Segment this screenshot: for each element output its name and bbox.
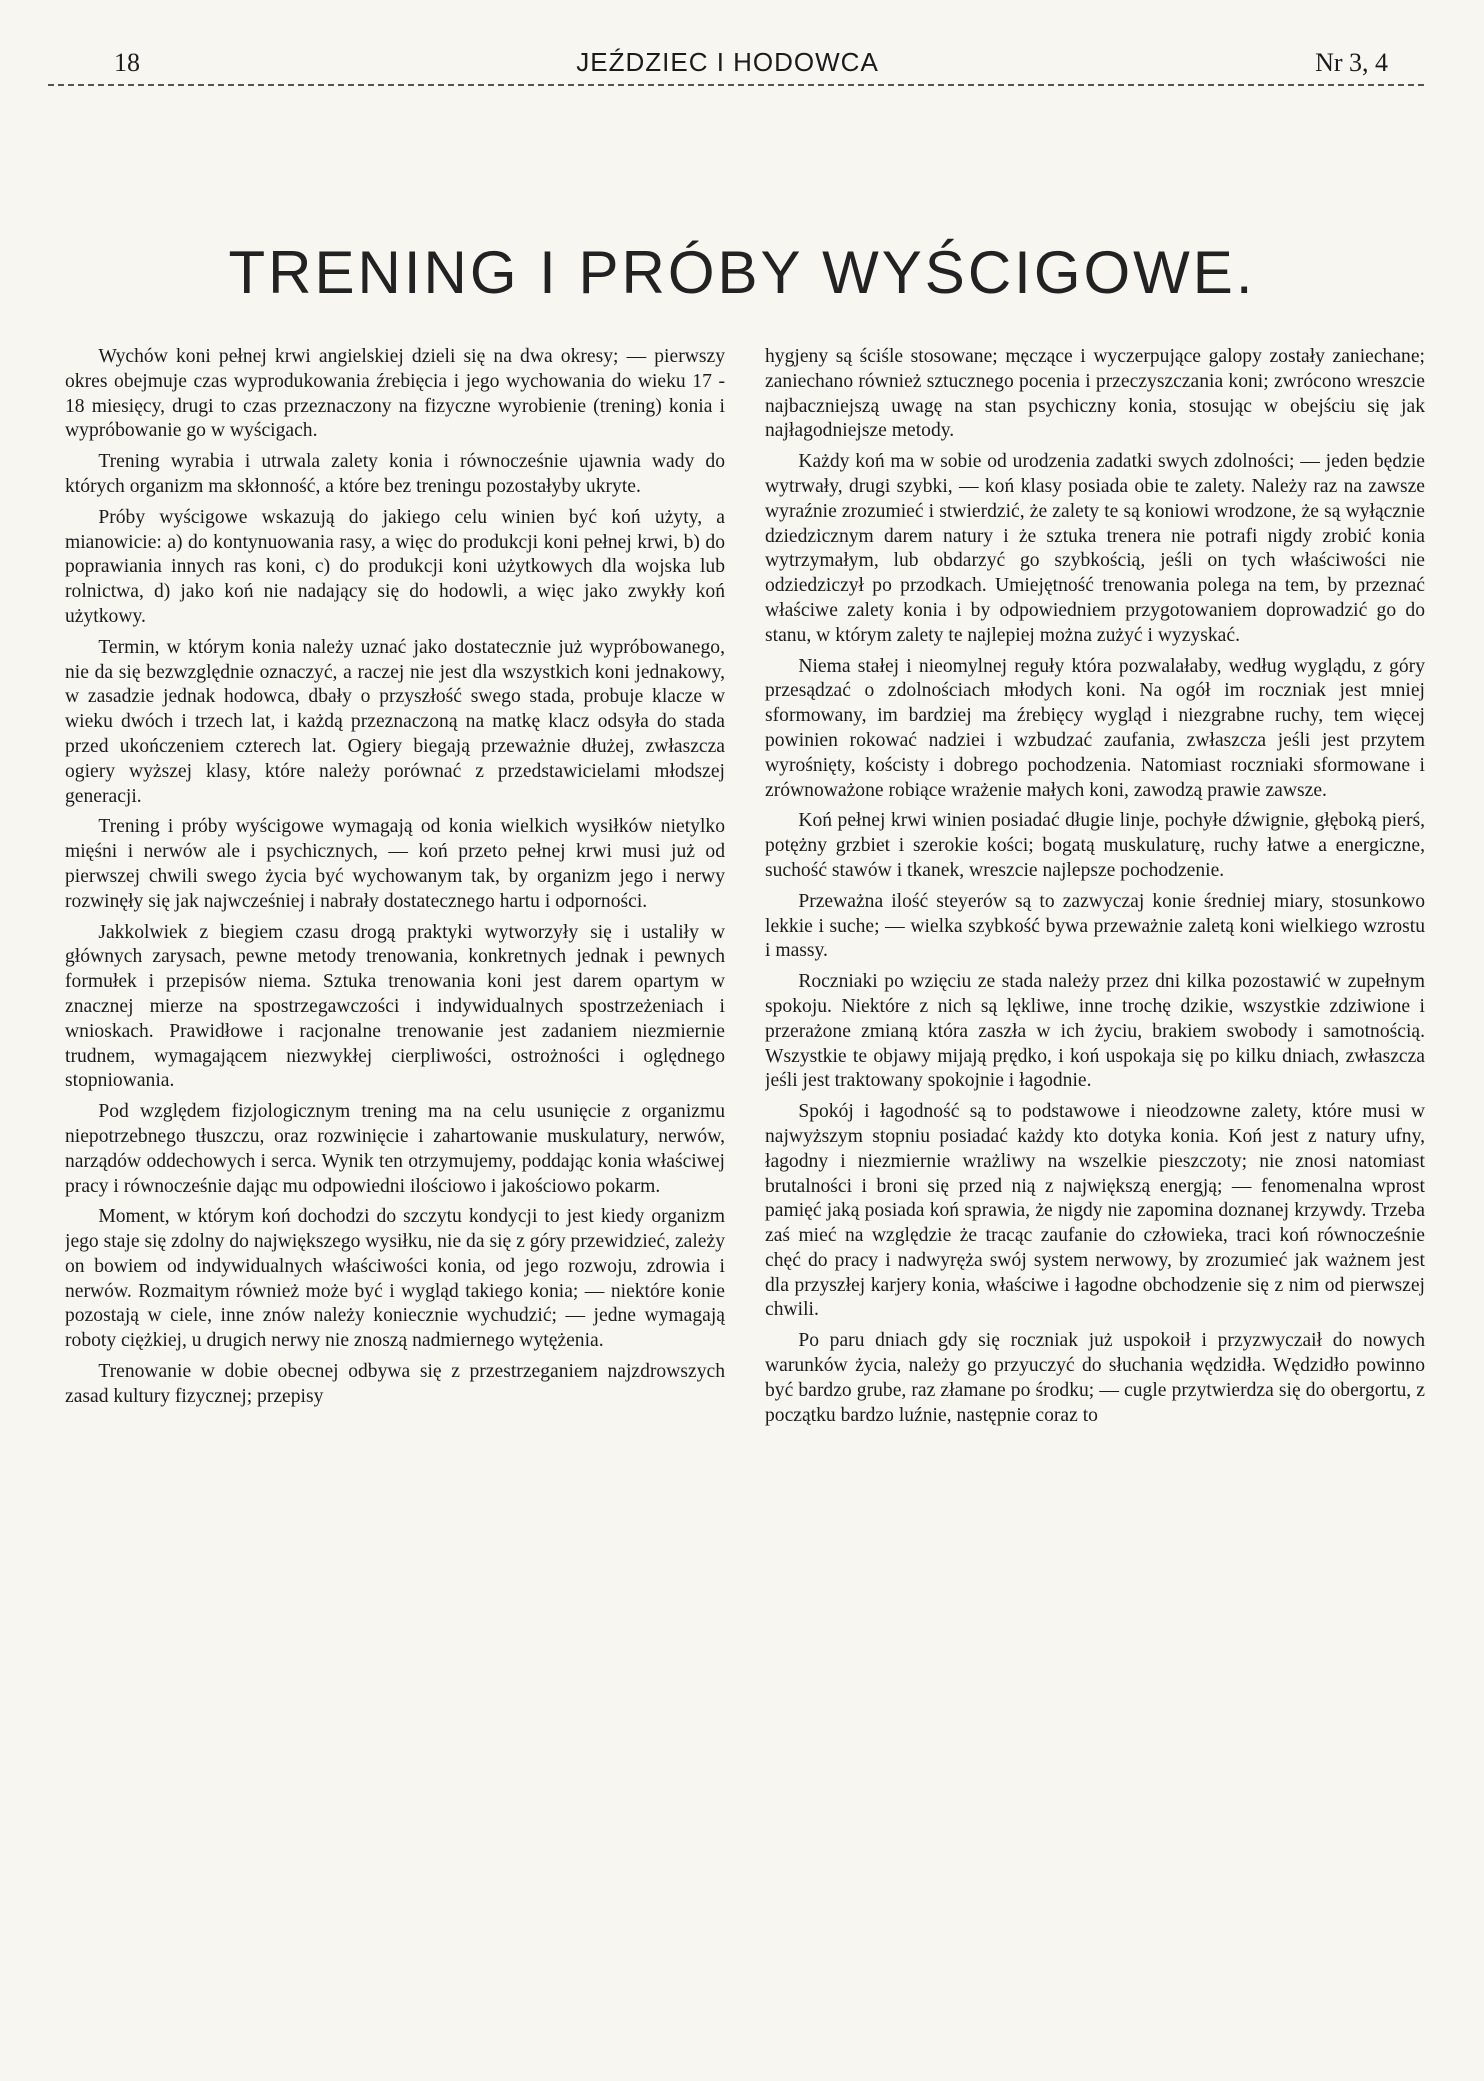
page-number: 18 [114, 48, 140, 77]
left-column [65, 345, 725, 2065]
paragraph: Trening wyrabia i utrwala zalety konia i równocześnie ujawnia wady do których organizm ma skłonność, a które bez treningu pozostałyby ukryte. [65, 451, 725, 497]
paragraph: Roczniaki po wzięciu ze stada należy przez dni kilka pozostawić w zupełnym spokoju. Niektóre z nich są lękliwe, inne trochę dzikie, wszystkie zdziwione i przerażone zmianą która zaszła w ich życiu, brakiem swobody i samotnością. Wszystkie te objawy mijają prędko, i koń uspokaja się po kilku dniach, zwłaszcza jeśli jest traktowany spokojnie i łagodnie. [765, 971, 1425, 1092]
paragraph: Termin, w którym konia należy uznać jako dostatecznie już wypróbowanego, nie da się bezwzględnie oznaczyć, a raczej nie jest dla wszystkich koni jednakowy, w zasadzie jednak hodowca, dbały o przyszłość swego stada, probuje klacze w wieku dwóch i trzech lat, i każdą przeznaczoną na matkę klacz odsyła do stada przed ukończeniem czterech lat. Ogiery biegają przeważnie dłużej, zwłaszcza ogiery wyższej klasy, które należy porównać z przedstawicielami młodszej generacji. [65, 636, 725, 807]
issue-number: Nr 3, 4 [1315, 48, 1388, 77]
paragraph: Trening i próby wyścigowe wymagają od konia wielkich wysiłków nietylko mięśni i nerwów ale i psychicznych, — koń przeto pełnej krwi musi już od pierwszej chwili swego życia być wychowanym tak, by organizm jego i nerwy rozwinęły się jak najwcześniej i nabrały dostatecznego hartu i odporności. [65, 816, 725, 912]
running-head [48, 34, 1424, 86]
paragraph: Moment, w którym koń dochodzi do szczytu kondycji to jest kiedy organizm jego staje się zdolny do największego wysiłku, nie da się z góry przewidzieć, zależy on bowiem od indywidualnych właściwości konia, od jego rozwoju, zdrowia i nerwów. Rozmaitym również może być i wygląd takiego konia; — niektóre konie pozostają w ciele, inne znów należy koniecznie wychudzić; — jedne wymagają roboty ciężkiej, u drugich nerwy nie znoszą nadmiernego wytężenia. [65, 1206, 725, 1352]
article-body [65, 345, 1425, 2065]
paragraph: Jakkolwiek z biegiem czasu drogą praktyki wytworzyły się i ustaliły w głównych zarysach, pewne metody trenowania, konkretnych jednak i pewnych formułek i przepisów niema. Sztuka trenowania koni jest darem opartym w znacznej mierze na spostrzegawczości i indywidualnych spostrzeżeniach i wnioskach. Prawidłowe i racjonalne trenowanie jest zadaniem niezmiernie trudnem, wymagającem niezwykłej cierpliwości, ostrożności i oględnego stopniowania. [65, 921, 725, 1092]
paragraph: hygjeny są ściśle stosowane; męczące i wyczerpujące galopy zostały zaniechane; zaniechano również sztucznego pocenia i przeczyszczania koni; zwrócono wreszcie najbaczniejszą uwagę na stan psychiczny konia, stosując w obejściu się jak najłagodniejsze metody. [765, 346, 1425, 442]
paragraph: Pod względem fizjologicznym trening ma na celu usunięcie z organizmu niepotrzebnego tłuszczu, oraz rozwinięcie i zahartowanie muskulatury, nerwów, narządów oddechowych i serca. Wynik ten otrzymujemy, poddając konia właściwej pracy i równocześnie dając mu odpowiedni ilościowo i jakościowo pokarm. [65, 1101, 725, 1197]
paragraph: Niema stałej i nieomylnej reguły która pozwalałaby, według wyglądu, z góry przesądzać o zdolnościach młodych koni. Na ogół im roczniak jest mniej sformowany, im bardziej ma źrebięcy wygląd i niezgrabne ruchy, tem więcej powinien rokować nadziei i wzbudzać zaufania, zwłaszcza jeśli jest przytem wyrośnięty, kościsty i dobrego pochodzenia. Natomiast roczniaki sformowane i zrównoważone robiące wrażenie małych koni, zawodzą prawie zawsze. [765, 655, 1425, 801]
paragraph: Spokój i łagodność są to podstawowe i nieodzowne zalety, które musi w najwyższym stopniu posiadać każdy kto dotyka konia. Koń jest z natury ufny, łagodny i niezmiernie wrażliwy na wszelkie pieszczoty; nie znosi natomiast brutalności i broni się przed nią z największą energją; — fenomenalna wprost pamięć jaką posiada koń sprawia, że nigdy nie zapomina doznanej krzywdy. Trzeba zaś mieć na względzie że tracąc zaufanie do człowieka, traci koń równocześnie chęć do pracy i nadwyręża swój system nerwowy, by zrozumieć jak ważnem jest dla przyszłej karjery konia, właściwe i łagodne obchodzenie się z nim od pierwszej chwili. [765, 1101, 1425, 1321]
article-title: TRENING I PRÓBY WYŚCIGOWE. [228, 239, 1256, 307]
paragraph: Trenowanie w dobie obecnej odbywa się z przestrzeganiem najzdrowszych zasad kultury fizycznej; przepisy [65, 1361, 725, 1407]
paragraph: Przeważna ilość steyerów są to zazwyczaj konie średniej miary, stosunkowo lekkie i suche; — wielka szybkość bywa przeważnie zaletą koni wielkiego wzrostu i massy. [765, 890, 1425, 962]
right-column [765, 345, 1425, 2065]
journal-title: JEŹDZIEC I HODOWCA [576, 47, 879, 77]
paragraph: Po paru dniach gdy się roczniak już uspokoił i przyzwyczaił do nowych warunków życia, należy go przyuczyć do słuchania wędzidła. Wędzidło powinno być bardzo grube, raz złamane po środku; — cugle przytwierdza się do obergortu, z początku bardzo luźnie, następnie coraz to [765, 1330, 1425, 1426]
paragraph: Próby wyścigowe wskazują do jakiego celu winien być koń użyty, a mianowicie: a) do kontynuowania rasy, a więc do produkcji koni pełnej krwi, b) do poprawiania innych ras koni, c) do produkcji koni użytkowych dla wojska lub rolnictwa, d) jako koń nie nadający się do hodowli, a więc jako zwykły koń użytkowy. [65, 506, 725, 627]
paragraph: Koń pełnej krwi winien posiadać długie linje, pochyłe dźwignie, głęboką pierś, potężny grzbiet i szerokie kości; bogatą muskulaturę, ruchy łatwe a energiczne, suchość stawów i tkanek, wreszcie najlepsze pochodzenie. [765, 810, 1425, 881]
paragraph: Wychów koni pełnej krwi angielskiej dzieli się na dwa okresy; — pierwszy okres obejmuje czas wyprodukowania źrebięcia i jego wychowania do wieku 17 - 18 miesięcy, drugi to czas przeznaczony na fizyczne wyrobienie (trening) konia i wypróbowanie go w wyścigach. [65, 346, 725, 442]
paragraph: Każdy koń ma w sobie od urodzenia zadatki swych zdolności; — jeden będzie wytrwały, drugi szybki, — koń klasy posiada obie te zalety. Należy raz na zawsze wyraźnie zrozumieć i stwierdzić, że zalety te są koniowi wrodzone, że są wyłącznie dziedzicznym darem natury i że sztuka trenera nie potrafi nigdy zrobić konia wytrzymałym, lub obdarzyć go szybkością, jeśli on tych właściwości nie odziedziczył po przodkach. Umiejętność trenowania polega na tem, by przeznać właściwe zalety konia i by odpowiedniem przygotowaniem doprowadzić go do stanu, w którym zalety te najlepiej można zużyć i wyzyskać. [765, 451, 1425, 646]
